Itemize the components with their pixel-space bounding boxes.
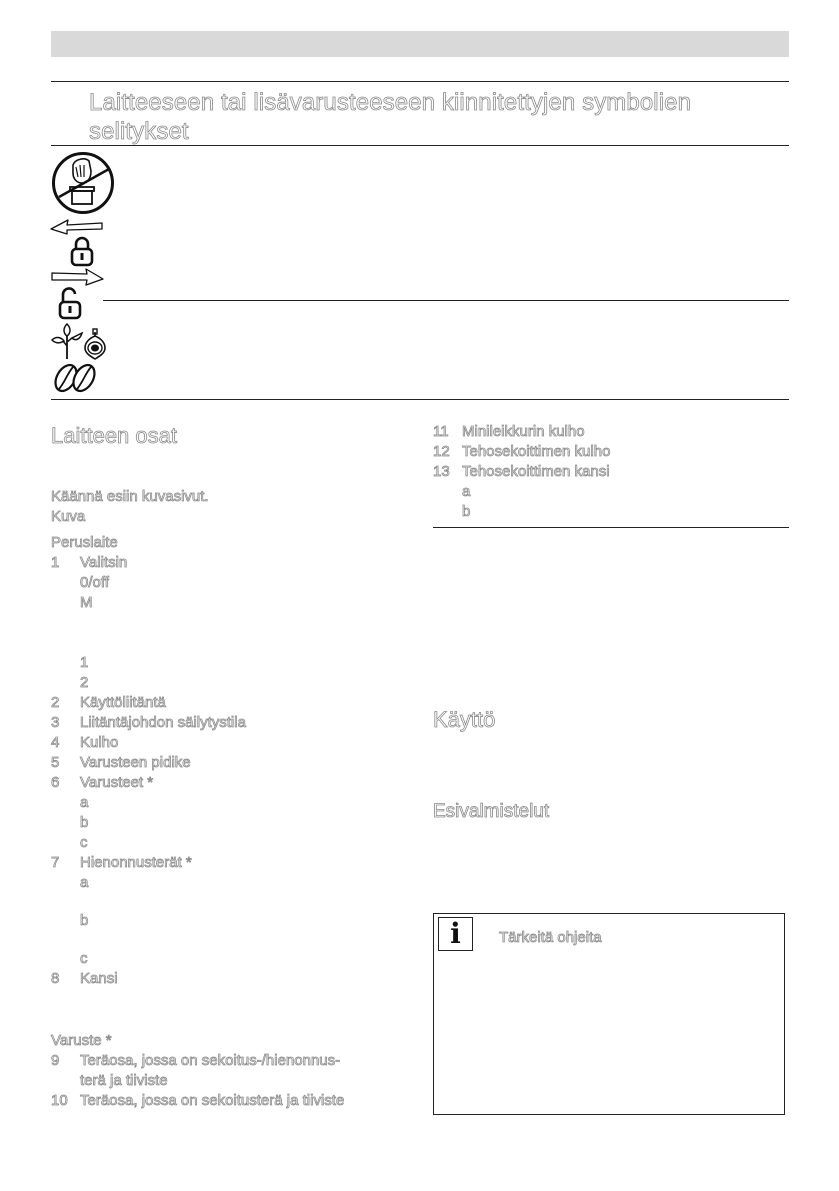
- coffee-beans-icon: [53, 362, 99, 394]
- no-hand-in-container-icon: [51, 151, 115, 215]
- part-item-7: 7 Hienonnusterät *: [51, 854, 192, 871]
- divider-top: [51, 81, 789, 82]
- arrow-right-icon: [50, 268, 104, 286]
- part-item-8: 8 Kansi: [51, 970, 118, 987]
- accessory-item-11: 11 Minileikkurin kulho: [433, 423, 585, 440]
- preparation-title: Esivalmistelut: [433, 801, 550, 822]
- usage-title: Käyttö: [433, 707, 496, 732]
- header-band: [51, 31, 789, 57]
- parts-list-continued: 11 Minileikkurin kulho 12 Tehosekoittimen kulho 13 Tehosekoittimen kansi a b: [433, 422, 789, 522]
- parts-list: Käännä esiin kuvasivut. Kuva Peruslaite 1 Valitsin 0/off M 1 2 2 Käyttöliitäntä 3 Liitäntäjohdon säilytystila 4 Kulho 5 Varusteen pidike 6 Varusteet * a b c 7 Hienonnusterät * a b c 8 Kansi Varuste * 9 Teräosa, jossa on sekoitus-/hienonnus- terä ja tiiviste 10 Teräosa, jossa on sekoitusterä ja tiiviste: [51, 487, 411, 1111]
- accessory-item-13: 13 Tehosekoittimen kansi: [433, 463, 610, 480]
- divider-symbols-bottom: [51, 399, 789, 400]
- divider-right-column: [433, 527, 789, 528]
- divider-symbols-mid: [103, 300, 789, 301]
- accessory-label: Varuste *: [51, 1032, 112, 1049]
- info-icon: i: [438, 917, 473, 951]
- part-item-6: 6 Varusteet *: [51, 774, 154, 791]
- part-item-2: 2 Käyttöliitäntä: [51, 694, 166, 711]
- accessory-item-10: 10 Teräosa, jossa on sekoitusterä ja tiiviste: [51, 1092, 345, 1109]
- base-unit-label: Peruslaite: [51, 534, 118, 551]
- part-item-5: 5 Varusteen pidike: [51, 754, 191, 771]
- important-notes-title: Tärkeitä ohjeita: [499, 929, 602, 946]
- arrow-left-icon: [50, 217, 104, 235]
- symbols-section-title: Laitteeseen tai lisävarusteeseen kiinnitettyjen symbolien selitykset: [89, 89, 692, 145]
- part-item-4: 4 Kulho: [51, 734, 119, 751]
- lock-closed-icon: [70, 235, 94, 267]
- part-item-1: 1 Valitsin: [51, 554, 128, 571]
- herbs-onion-icon: [50, 322, 106, 360]
- accessory-item-12: 12 Tehosekoittimen kulho: [433, 443, 611, 460]
- parts-title: Laitteen osat: [51, 423, 177, 448]
- figure-label: Kuva: [51, 508, 86, 525]
- part-item-3: 3 Liitäntäjohdon säilytystila: [51, 714, 246, 731]
- important-notes-box: [433, 913, 785, 1115]
- lock-open-icon: [57, 286, 83, 320]
- parts-intro: Käännä esiin kuvasivut.: [51, 488, 209, 505]
- accessory-item-9: 9 Teräosa, jossa on sekoitus-/hienonnus-: [51, 1052, 341, 1069]
